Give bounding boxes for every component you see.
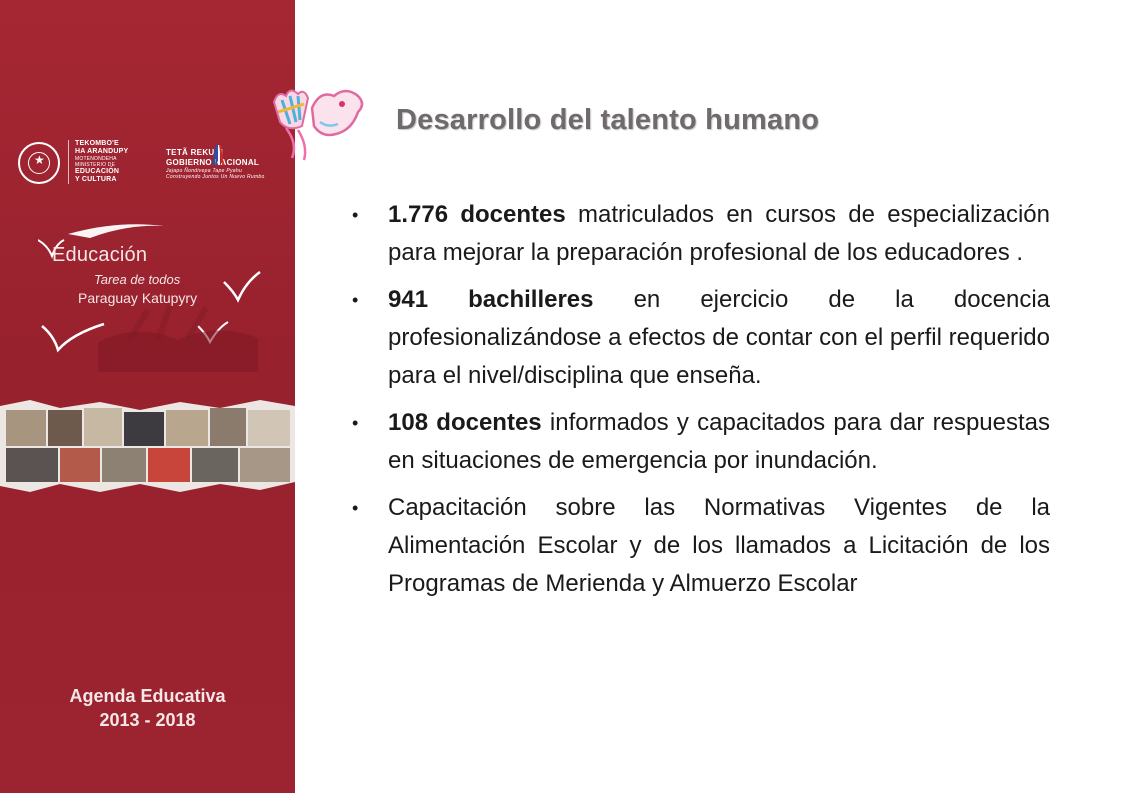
bullet-dot-icon: • xyxy=(352,205,359,225)
bullet-text: Capacitación sobre las Normativas Vigentes de la Alimentación Escolar y de los llamados a Licitación de los Programas de Merienda y Almuerzo Escolar xyxy=(388,494,1050,597)
government-line: Construyendo Juntos Un Nuevo Rumbo xyxy=(166,174,265,180)
bullet-text: en ejercicio de la docencia profesionalizándose a efectos de contar con el perfil requerido para el nivel/disciplina que enseña. xyxy=(388,286,1050,389)
agenda-line: Agenda Educativa xyxy=(69,686,226,706)
slide-title: Desarrollo del talento humano xyxy=(396,104,820,136)
ministry-line: EDUCACIÓN xyxy=(75,168,120,175)
government-line: GOBIERNO NACIONAL xyxy=(166,158,260,167)
bullet-highlight: 108 docentes xyxy=(388,409,542,436)
campaign-logo xyxy=(38,222,278,372)
bullet-highlight: 1.776 docentes xyxy=(388,201,566,228)
bullet-dot-icon: • xyxy=(352,413,359,433)
national-seal-logo xyxy=(18,142,60,184)
sidebar-banner xyxy=(0,0,295,793)
bullet-text: informados y capacitados para dar respuestas en situaciones de emergencia por inundación. xyxy=(388,409,1051,474)
logo-row xyxy=(18,140,283,188)
ministry-logo xyxy=(68,140,153,184)
bullet-item xyxy=(350,404,1050,480)
agenda-year: 2013 - 2018 xyxy=(99,710,196,730)
bullet-item xyxy=(350,281,1050,395)
government-line: Jajapo Ñondivepa Tape Pyahu xyxy=(166,168,243,174)
bullet-item xyxy=(350,489,1050,603)
photo-collage-image xyxy=(0,398,295,494)
bullet-text: matriculados en cursos de especialización para mejorar la preparación profesional de los educadores . xyxy=(388,201,1050,266)
ministry-line: MOTENONDEHA xyxy=(75,156,117,162)
campaign-title: Educación xyxy=(52,244,148,266)
ministry-line: Y CULTURA xyxy=(75,176,117,183)
ministry-line: HA ARANDUPY xyxy=(75,148,129,155)
bullet-list xyxy=(350,196,1050,612)
child-drawing-illustration xyxy=(268,82,372,162)
bullet-highlight: 941 bachilleres xyxy=(388,286,594,313)
ministry-line: TEKOMBO'E xyxy=(75,140,119,147)
campaign-subtitle: Tarea de todos xyxy=(94,272,181,287)
government-logo xyxy=(166,148,278,180)
government-line: TETÃ REKUÁI xyxy=(166,148,224,157)
star-icon: ★ xyxy=(34,153,45,167)
ministry-line: MINISTERIO DE xyxy=(75,162,116,168)
agenda-label xyxy=(0,684,295,732)
campaign-subtitle: Paraguay Katupyry xyxy=(78,290,198,306)
bullet-dot-icon: • xyxy=(352,498,359,518)
bullet-item xyxy=(350,196,1050,272)
flag-stripe-icon xyxy=(208,144,226,166)
bullet-dot-icon: • xyxy=(352,290,359,310)
